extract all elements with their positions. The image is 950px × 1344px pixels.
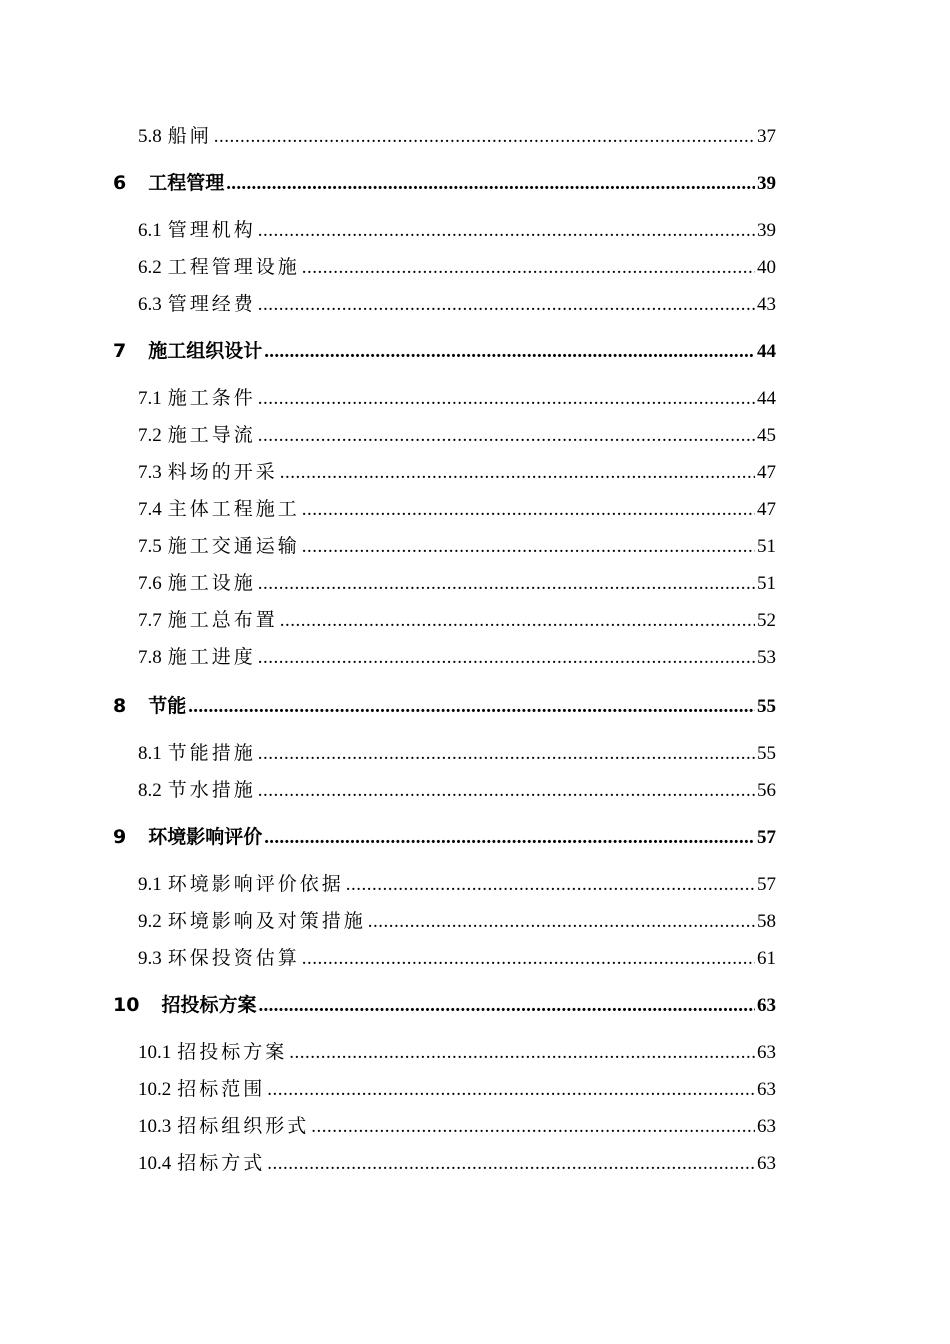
- toc-dot-leader: [302, 500, 755, 519]
- toc-entry-title: 施工导流: [167, 425, 256, 446]
- toc-entry-page-number: 51: [757, 536, 776, 557]
- toc-entry-page-number: 63: [757, 1079, 776, 1100]
- toc-entry-title: 节水措施: [167, 780, 256, 801]
- toc-entry-title: 招标范围: [177, 1079, 266, 1100]
- toc-entry-title: 招标方式: [177, 1153, 266, 1174]
- toc-entry-number: 7.8: [138, 647, 162, 668]
- toc-entry-page-number: 61: [757, 948, 776, 969]
- toc-dot-leader: [346, 875, 755, 894]
- toc-dot-leader: [302, 949, 755, 968]
- toc-entry-title: 管理经费: [167, 294, 256, 315]
- toc-entry-number: 8.1: [138, 743, 162, 764]
- toc-section-entry[interactable]: [138, 500, 776, 519]
- toc-section-entry[interactable]: [138, 426, 776, 445]
- toc-dot-leader: [280, 463, 755, 482]
- toc-section-entry[interactable]: [138, 1154, 776, 1173]
- toc-entry-page-number: 43: [757, 294, 776, 315]
- toc-entry-number: 8: [113, 695, 127, 717]
- toc-entry-title: 施工组织设计: [148, 340, 263, 362]
- toc-entry-number: 10.2: [138, 1079, 172, 1100]
- toc-entry-page-number: 53: [757, 647, 776, 668]
- toc-entry-page-number: 44: [757, 341, 776, 362]
- toc-entry-title: 环境影响及对策措施: [167, 911, 366, 932]
- toc-entry-number: 9.3: [138, 948, 162, 969]
- toc-section-entry[interactable]: [138, 258, 776, 277]
- toc-entry-title: 招投标方案: [177, 1042, 288, 1063]
- toc-entry-title: 节能: [148, 695, 187, 717]
- toc-entry-title: 施工条件: [167, 388, 256, 409]
- toc-entry-number: 7.5: [138, 536, 162, 557]
- toc-dot-leader: [258, 221, 755, 240]
- toc-section-entry[interactable]: [138, 1043, 776, 1062]
- toc-entry-number: 5.8: [138, 126, 162, 147]
- toc-section-entry[interactable]: [138, 949, 776, 968]
- toc-dot-leader: [258, 648, 755, 667]
- toc-chapter-entry[interactable]: [113, 342, 776, 361]
- toc-entry-title: 施工设施: [167, 573, 256, 594]
- toc-entry-number: 9.1: [138, 874, 162, 895]
- toc-entry-title: 工程管理: [148, 172, 225, 194]
- toc-entry-number: 7.4: [138, 499, 162, 520]
- toc-entry-number: 6.3: [138, 294, 162, 315]
- toc-entry-page-number: 63: [757, 1042, 776, 1063]
- toc-dot-leader: [267, 1154, 755, 1173]
- toc-entry-page-number: 40: [757, 257, 776, 278]
- toc-entry-number: 7: [113, 340, 127, 362]
- toc-entry-page-number: 63: [757, 1153, 776, 1174]
- toc-entry-page-number: 55: [757, 696, 776, 717]
- toc-dot-leader: [280, 611, 755, 630]
- toc-dot-leader: [258, 781, 755, 800]
- toc-entry-number: 6.2: [138, 257, 162, 278]
- toc-dot-leader: [264, 828, 755, 847]
- toc-dot-leader: [302, 258, 755, 277]
- toc-section-entry[interactable]: [138, 781, 776, 800]
- toc-dot-leader: [264, 342, 755, 361]
- toc-entry-title: 施工进度: [167, 647, 256, 668]
- toc-entry-number: 10.3: [138, 1116, 172, 1137]
- toc-entry-page-number: 44: [757, 388, 776, 409]
- toc-entry-number: 7.2: [138, 425, 162, 446]
- toc-entry-page-number: 57: [757, 827, 776, 848]
- toc-entry-title: 主体工程施工: [167, 499, 300, 520]
- toc-section-entry[interactable]: [138, 537, 776, 556]
- toc-entry-page-number: 39: [757, 220, 776, 241]
- toc-dot-leader: [258, 295, 755, 314]
- toc-dot-leader: [368, 912, 755, 931]
- toc-entry-page-number: 39: [757, 173, 776, 194]
- toc-entry-title: 环境影响评价依据: [167, 874, 344, 895]
- toc-chapter-entry[interactable]: [113, 996, 776, 1015]
- toc-section-entry[interactable]: [138, 648, 776, 667]
- toc-section-entry[interactable]: [138, 389, 776, 408]
- toc-section-entry[interactable]: [138, 611, 776, 630]
- toc-dot-leader: [188, 697, 755, 716]
- toc-entry-number: 7.6: [138, 573, 162, 594]
- toc-entry-title: 管理机构: [167, 220, 256, 241]
- toc-entry-page-number: 63: [757, 1116, 776, 1137]
- toc-section-entry[interactable]: [138, 1117, 776, 1136]
- toc-entry-number: 9: [113, 826, 127, 848]
- toc-entry-number: 10.1: [138, 1042, 172, 1063]
- toc-entry-title: 节能措施: [167, 743, 256, 764]
- toc-chapter-entry[interactable]: [113, 174, 776, 193]
- toc-entry-page-number: 55: [757, 743, 776, 764]
- toc-entry-page-number: 45: [757, 425, 776, 446]
- toc-dot-leader: [214, 127, 755, 146]
- toc-section-entry[interactable]: [138, 875, 776, 894]
- toc-entry-number: 6: [113, 172, 127, 194]
- toc-entry-number: 6.1: [138, 220, 162, 241]
- toc-dot-leader: [258, 389, 755, 408]
- toc-entry-number: 9.2: [138, 911, 162, 932]
- toc-entry-number: 7.3: [138, 462, 162, 483]
- toc-dot-leader: [258, 426, 755, 445]
- toc-entry-number: 7.7: [138, 610, 162, 631]
- toc-entry-title: 施工总布置: [167, 610, 278, 631]
- toc-section-entry[interactable]: [138, 463, 776, 482]
- toc-chapter-entry[interactable]: [113, 697, 776, 716]
- toc-entry-page-number: 58: [757, 911, 776, 932]
- toc-section-entry[interactable]: [138, 744, 776, 763]
- toc-entry-page-number: 51: [757, 573, 776, 594]
- toc-dot-leader: [258, 744, 755, 763]
- toc-entry-page-number: 63: [757, 995, 776, 1016]
- toc-entry-number: 7.1: [138, 388, 162, 409]
- toc-dot-leader: [289, 1043, 755, 1062]
- toc-entry-page-number: 56: [757, 780, 776, 801]
- toc-entry-title: 料场的开采: [167, 462, 278, 483]
- toc-entry-page-number: 47: [757, 499, 776, 520]
- toc-entry-page-number: 47: [757, 462, 776, 483]
- toc-dot-leader: [258, 996, 755, 1015]
- toc-entry-number: 10.4: [138, 1153, 172, 1174]
- toc-entry-title: 招标组织形式: [177, 1116, 310, 1137]
- toc-dot-leader: [311, 1117, 755, 1136]
- toc-entry-title: 环保投资估算: [167, 948, 300, 969]
- toc-entry-title: 环境影响评价: [148, 826, 263, 848]
- toc-section-entry[interactable]: [138, 295, 776, 314]
- toc-chapter-entry[interactable]: [113, 828, 776, 847]
- toc-section-entry[interactable]: [138, 912, 776, 931]
- toc-dot-leader: [267, 1080, 755, 1099]
- toc-entry-title: 船闸: [167, 126, 212, 147]
- toc-entry-title: 施工交通运输: [167, 536, 300, 557]
- toc-dot-leader: [226, 174, 755, 193]
- toc-entry-page-number: 37: [757, 126, 776, 147]
- toc-entry-page-number: 52: [757, 610, 776, 631]
- toc-dot-leader: [258, 574, 755, 593]
- toc-section-entry[interactable]: [138, 221, 776, 240]
- toc-section-entry[interactable]: [138, 1080, 776, 1099]
- toc-entry-title: 工程管理设施: [167, 257, 300, 278]
- toc-entry-title: 招投标方案: [161, 994, 257, 1016]
- toc-entry-number: 8.2: [138, 780, 162, 801]
- toc-section-entry[interactable]: [138, 574, 776, 593]
- toc-entry-page-number: 57: [757, 874, 776, 895]
- toc-dot-leader: [302, 537, 755, 556]
- toc-entry-number: 10: [113, 994, 140, 1016]
- toc-section-entry[interactable]: [138, 127, 776, 146]
